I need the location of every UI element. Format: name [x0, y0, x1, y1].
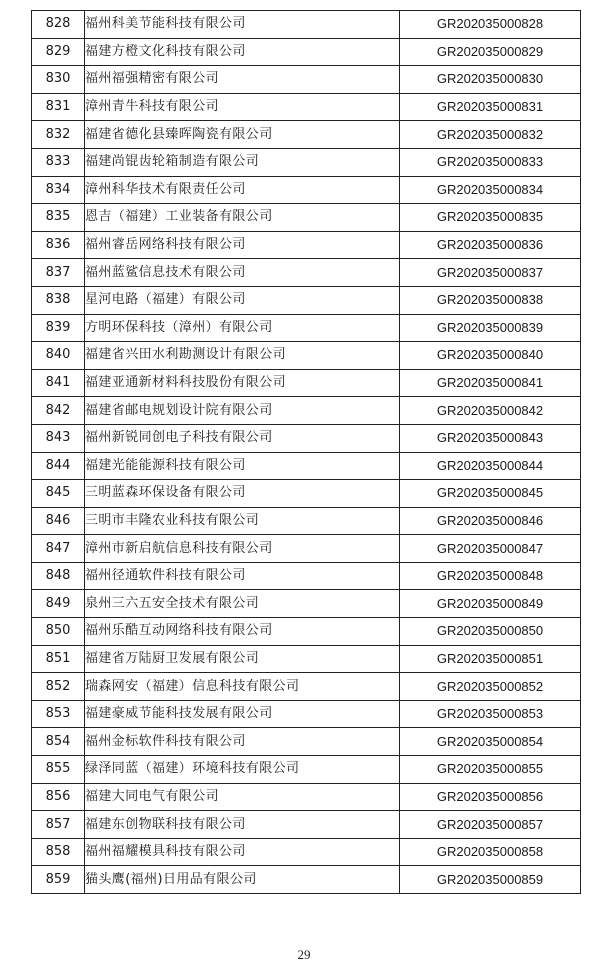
company-name: 福州乐酷互动网络科技有限公司 — [85, 618, 400, 646]
table-row — [32, 811, 581, 839]
certificate-number: GR202035000856 — [400, 783, 581, 811]
row-number: 849 — [32, 590, 85, 618]
company-name: 福建大同电气有限公司 — [85, 783, 400, 811]
table-row — [32, 645, 581, 673]
company-name: 福建豪威节能科技发展有限公司 — [85, 700, 400, 728]
certificate-number: GR202035000857 — [400, 811, 581, 839]
certificate-number: GR202035000833 — [400, 148, 581, 176]
row-number: 831 — [32, 93, 85, 121]
certificate-number: GR202035000847 — [400, 535, 581, 563]
row-number: 846 — [32, 507, 85, 535]
row-number: 855 — [32, 756, 85, 784]
certificate-number: GR202035000838 — [400, 286, 581, 314]
table-row — [32, 148, 581, 176]
certificate-number: GR202035000836 — [400, 231, 581, 259]
company-name: 泉州三六五安全技术有限公司 — [85, 590, 400, 618]
certificate-number: GR202035000839 — [400, 314, 581, 342]
row-number: 842 — [32, 397, 85, 425]
certificate-number: GR202035000845 — [400, 480, 581, 508]
company-name: 三明市丰隆农业科技有限公司 — [85, 507, 400, 535]
certificate-number: GR202035000828 — [400, 11, 581, 39]
row-number: 850 — [32, 618, 85, 646]
certificate-number: GR202035000853 — [400, 700, 581, 728]
row-number: 834 — [32, 176, 85, 204]
certificate-number: GR202035000834 — [400, 176, 581, 204]
company-name: 福州福耀模具科技有限公司 — [85, 838, 400, 866]
table-row — [32, 11, 581, 39]
table-row — [32, 38, 581, 66]
table-row — [32, 397, 581, 425]
row-number: 840 — [32, 342, 85, 370]
row-number: 847 — [32, 535, 85, 563]
table-row — [32, 756, 581, 784]
company-name: 福建省万陆厨卫发展有限公司 — [85, 645, 400, 673]
certificate-number: GR202035000842 — [400, 397, 581, 425]
certificate-number: GR202035000854 — [400, 728, 581, 756]
company-name: 星河电路（福建）有限公司 — [85, 286, 400, 314]
certificate-number: GR202035000830 — [400, 66, 581, 94]
row-number: 836 — [32, 231, 85, 259]
company-name: 福州睿岳网络科技有限公司 — [85, 231, 400, 259]
company-name: 福州蓝鲨信息技术有限公司 — [85, 259, 400, 287]
table-row — [32, 66, 581, 94]
row-number: 852 — [32, 673, 85, 701]
row-number: 843 — [32, 424, 85, 452]
company-name: 福建省兴田水利勘测设计有限公司 — [85, 342, 400, 370]
table-row — [32, 700, 581, 728]
certificate-number: GR202035000831 — [400, 93, 581, 121]
certificate-number: GR202035000837 — [400, 259, 581, 287]
row-number: 832 — [32, 121, 85, 149]
table-row — [32, 507, 581, 535]
table-row — [32, 728, 581, 756]
table-row — [32, 866, 581, 894]
table-row — [32, 618, 581, 646]
table-row — [32, 286, 581, 314]
row-number: 835 — [32, 204, 85, 232]
table-row — [32, 231, 581, 259]
table-row — [32, 838, 581, 866]
company-name: 福州径通软件科技有限公司 — [85, 562, 400, 590]
table-row — [32, 424, 581, 452]
certificate-number: GR202035000829 — [400, 38, 581, 66]
table-row — [32, 783, 581, 811]
certificate-number: GR202035000852 — [400, 673, 581, 701]
certificate-number: GR202035000848 — [400, 562, 581, 590]
certificate-number: GR202035000841 — [400, 369, 581, 397]
row-number: 828 — [32, 11, 85, 39]
table-row — [32, 369, 581, 397]
certificate-number: GR202035000849 — [400, 590, 581, 618]
company-name: 三明蓝森环保设备有限公司 — [85, 480, 400, 508]
row-number: 837 — [32, 259, 85, 287]
company-name: 福州科美节能科技有限公司 — [85, 11, 400, 39]
table-row — [32, 93, 581, 121]
row-number: 830 — [32, 66, 85, 94]
table-row — [32, 259, 581, 287]
company-name: 福建省邮电规划设计院有限公司 — [85, 397, 400, 425]
row-number: 838 — [32, 286, 85, 314]
row-number: 841 — [32, 369, 85, 397]
table-row — [32, 121, 581, 149]
row-number: 844 — [32, 452, 85, 480]
certificate-number: GR202035000850 — [400, 618, 581, 646]
page-number: 29 — [297, 947, 311, 962]
row-number: 853 — [32, 700, 85, 728]
table-row — [32, 562, 581, 590]
company-name: 猫头鹰(福州)日用品有限公司 — [85, 866, 400, 894]
row-number: 856 — [32, 783, 85, 811]
company-name: 福建省德化县臻晖陶瓷有限公司 — [85, 121, 400, 149]
company-name: 福建尚锟齿轮箱制造有限公司 — [85, 148, 400, 176]
table-row — [32, 452, 581, 480]
certificate-number: GR202035000840 — [400, 342, 581, 370]
certificate-number: GR202035000832 — [400, 121, 581, 149]
certificate-number: GR202035000846 — [400, 507, 581, 535]
company-name: 恩吉（福建）工业装备有限公司 — [85, 204, 400, 232]
company-name: 方明环保科技（漳州）有限公司 — [85, 314, 400, 342]
company-name: 福建方橙文化科技有限公司 — [85, 38, 400, 66]
certificate-number: GR202035000843 — [400, 424, 581, 452]
row-number: 829 — [32, 38, 85, 66]
table-row — [32, 590, 581, 618]
certificate-number: GR202035000855 — [400, 756, 581, 784]
table-row — [32, 535, 581, 563]
company-name: 福建亚通新材料科技股份有限公司 — [85, 369, 400, 397]
company-name: 漳州市新启航信息科技有限公司 — [85, 535, 400, 563]
company-name: 福州金标软件科技有限公司 — [85, 728, 400, 756]
company-name: 绿泽同蓝（福建）环境科技有限公司 — [85, 756, 400, 784]
row-number: 848 — [32, 562, 85, 590]
table-row — [32, 176, 581, 204]
company-name: 福建光能能源科技有限公司 — [85, 452, 400, 480]
row-number: 851 — [32, 645, 85, 673]
company-name: 福州福强精密有限公司 — [85, 66, 400, 94]
row-number: 857 — [32, 811, 85, 839]
row-number: 859 — [32, 866, 85, 894]
table-row — [32, 342, 581, 370]
table-row — [32, 673, 581, 701]
company-name: 漳州青牛科技有限公司 — [85, 93, 400, 121]
registry-table-body — [32, 11, 581, 894]
certificate-number: GR202035000858 — [400, 838, 581, 866]
certificate-number: GR202035000844 — [400, 452, 581, 480]
company-name: 瑞森网安（福建）信息科技有限公司 — [85, 673, 400, 701]
company-name: 福建东创物联科技有限公司 — [85, 811, 400, 839]
row-number: 854 — [32, 728, 85, 756]
row-number: 833 — [32, 148, 85, 176]
table-row — [32, 204, 581, 232]
row-number: 839 — [32, 314, 85, 342]
table-row — [32, 480, 581, 508]
certificate-number: GR202035000851 — [400, 645, 581, 673]
registry-table — [31, 10, 581, 894]
certificate-number: GR202035000859 — [400, 866, 581, 894]
certificate-number: GR202035000835 — [400, 204, 581, 232]
row-number: 858 — [32, 838, 85, 866]
table-row — [32, 314, 581, 342]
row-number: 845 — [32, 480, 85, 508]
company-name: 福州新锐同创电子科技有限公司 — [85, 424, 400, 452]
company-name: 漳州科华技术有限责任公司 — [85, 176, 400, 204]
